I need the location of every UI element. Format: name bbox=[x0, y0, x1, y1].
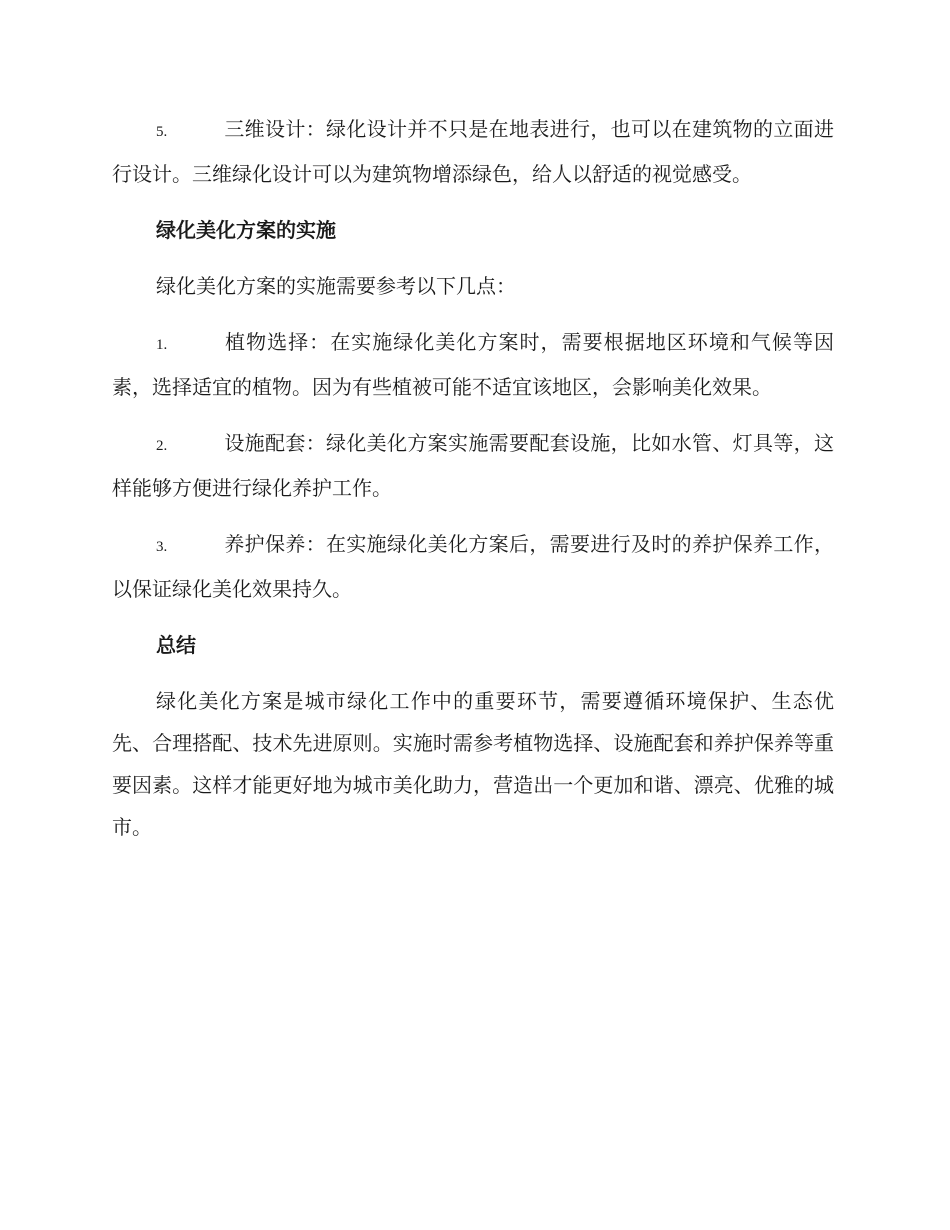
list-item-maintenance bbox=[112, 523, 834, 610]
list-item-text: 三维设计：绿化设计并不只是在地表进行，也可以在建筑物的立面进行设计。三维绿化设计可以为建筑物增添绿色，给人以舒适的视觉感受。 bbox=[112, 117, 834, 186]
document-page bbox=[112, 108, 834, 862]
list-item-text: 植物选择：在实施绿化美化方案时，需要根据地区环境和气候等因素，选择适宜的植物。因为有些植被可能不适宜该地区，会影响美化效果。 bbox=[112, 330, 834, 399]
summary-paragraph: 绿化美化方案是城市绿化工作中的重要环节，需要遵循环境保护、生态优先、合理搭配、技术先进原则。实施时需参考植物选择、设施配套和养护保养等重要因素。这样才能更好地为城市美化助力，营造出一个更加和谐、漂亮、优雅的城市。 bbox=[112, 689, 834, 839]
list-number: 3. bbox=[156, 539, 168, 555]
section-heading-implementation: 绿化美化方案的实施 bbox=[156, 218, 336, 242]
list-item-text: 养护保养：在实施绿化美化方案后，需要进行及时的养护保养工作，以保证绿化美化效果持久。 bbox=[112, 532, 834, 601]
list-item-facilities bbox=[112, 422, 834, 509]
list-item-3d-design bbox=[112, 108, 834, 195]
list-number: 1. bbox=[156, 337, 168, 353]
list-item-text: 设施配套：绿化美化方案实施需要配套设施，比如水管、灯具等，这样能够方便进行绿化养护工作。 bbox=[112, 431, 834, 500]
list-number: 5. bbox=[156, 124, 168, 140]
implementation-intro: 绿化美化方案的实施需要参考以下几点： bbox=[156, 274, 516, 298]
section-heading-summary: 总结 bbox=[156, 633, 196, 657]
list-item-plant-selection bbox=[112, 321, 834, 408]
list-number: 2. bbox=[156, 438, 168, 454]
